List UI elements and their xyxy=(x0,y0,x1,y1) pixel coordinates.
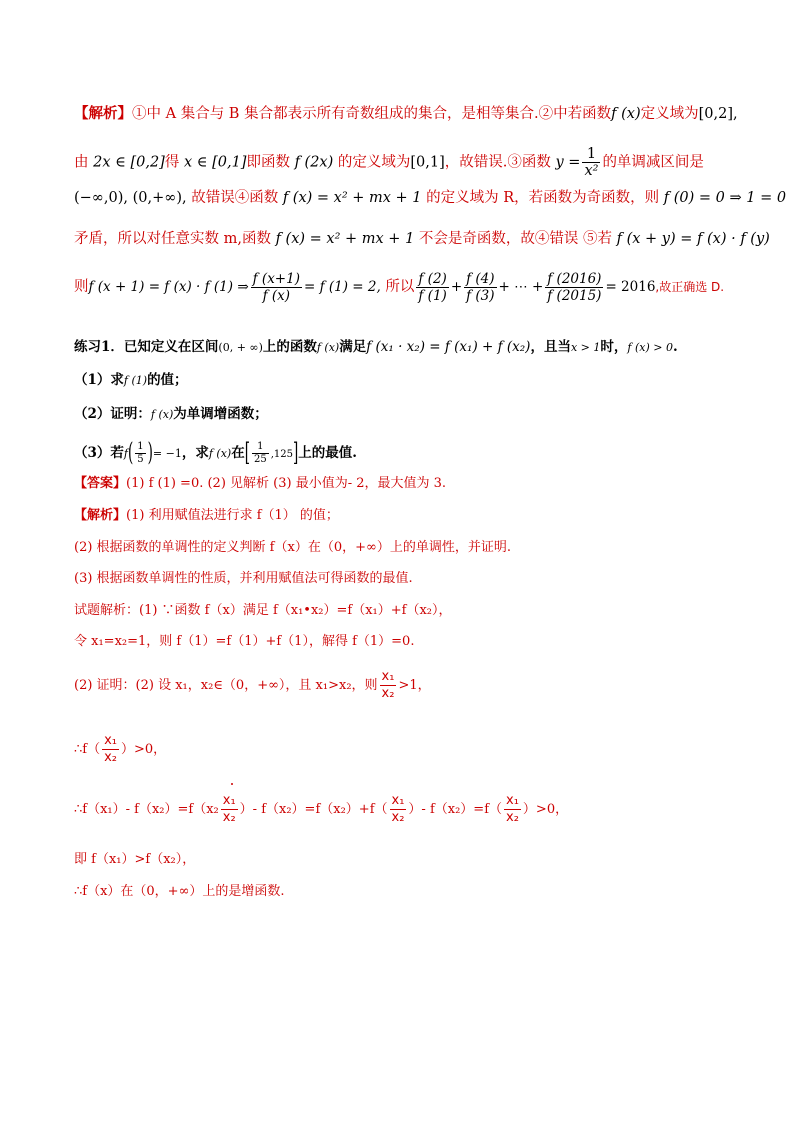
math-expr: 2x ∈ [0,2] xyxy=(93,154,165,171)
math-expr: + ⋯ + xyxy=(498,279,544,295)
math-expr: f (x + 1) = f (x) · f (1) ⇒ xyxy=(88,279,249,295)
solution-line-4 xyxy=(74,732,166,768)
math-expr: f (1) xyxy=(123,374,148,387)
fraction xyxy=(416,271,448,304)
math-expr: = 2016 xyxy=(605,279,656,295)
frac-num: x₁ xyxy=(222,793,236,808)
analysis-text: 的定义域为 xyxy=(337,154,411,171)
solution-text: ∴f（ xyxy=(74,742,101,757)
question-text: （3）若 xyxy=(74,445,124,461)
analysis-line-2 xyxy=(74,146,704,179)
solution-line-1 xyxy=(74,601,452,621)
question-text: ，求 xyxy=(181,445,209,461)
analysis-text: (1) 利用赋值法进行求 f（1） 的值； xyxy=(126,508,339,523)
question-text: （1）求 xyxy=(74,372,124,388)
frac-num: 1 xyxy=(586,146,597,162)
math-expr: (−∞,0), (0,+∞), xyxy=(74,190,187,206)
exercise-text: 上的函数 xyxy=(262,339,317,355)
fraction xyxy=(464,271,496,304)
frac-den: f (2015) xyxy=(547,287,602,304)
analysis2-line-3 xyxy=(74,569,413,589)
analysis-text: 的单调减区间是 xyxy=(602,154,704,171)
solution-text: 试题解析：(1) ∵函数 f（x）满足 f（x₁•x₂）=f（x₁）+f（x₂）， xyxy=(74,603,452,618)
frac-den: x₂ xyxy=(104,750,117,765)
analysis2-line-1 xyxy=(74,506,339,526)
solution-text: ）- f（x₂）=f（x₂）+f（ xyxy=(239,802,388,817)
analysis-text: ①中 A 集合与 B 集合都表示所有奇数组成的集合，是相等集合.②中若函数 xyxy=(132,106,612,122)
solution-text: ）>0， xyxy=(121,742,167,757)
analysis-tag: 【解析】 xyxy=(74,508,127,523)
math-expr: f (x) xyxy=(150,408,174,421)
analysis-text: ,故正确选 D. xyxy=(655,280,725,294)
analysis-text: (2) 根据函数的单调性的定义判断 f（x）在（0，+∞）上的单调性，并证明. xyxy=(74,540,511,555)
question-text: （2）证明： xyxy=(74,406,151,422)
question-text: 上的最值. xyxy=(298,445,357,461)
math-expr: f (x) = x² + mx + 1 xyxy=(275,231,415,247)
fraction xyxy=(221,793,238,826)
answer-tag: 【答案】 xyxy=(74,476,127,491)
analysis-line-3 xyxy=(74,188,786,208)
fraction xyxy=(504,793,521,826)
frac-num: x₁ xyxy=(391,793,405,808)
solution-line-5 xyxy=(74,792,568,828)
analysis-line-5: 则f (x + 1) = f (x) · f (1) ⇒ $\frac{f (x+1)}{f (x)}$ = f (1) = 2, 所以 $\frac{f (2)}{f (1)}$ + $\frac{f (4)}{f (3)}$ + ⋯ + $\frac{f (2016)}{f (2015)}$ = 2016,故正确选 D. xyxy=(74,270,725,304)
analysis-text: 所以 xyxy=(385,279,415,295)
frac-den: x₂ xyxy=(391,810,405,825)
math-expr: [0,1] xyxy=(410,154,445,171)
frac-num: x₁ xyxy=(104,733,117,748)
math-expr: f (0) = 0 ⇒ 1 = 0 xyxy=(663,190,787,206)
analysis-text: 不会是奇函数，故④错误 ⑤若 xyxy=(418,231,613,247)
question-text: 为单调增函数； xyxy=(173,406,268,422)
analysis-tag: 【解析】 xyxy=(74,105,132,122)
exercise-text: ，且当 xyxy=(530,339,571,355)
math-expr: = f (1) = 2, xyxy=(303,279,381,295)
frac-den: f (3) xyxy=(466,287,495,304)
exercise-text: 时， xyxy=(600,339,628,355)
frac-den: f (1) xyxy=(418,287,447,304)
fraction xyxy=(252,441,269,466)
frac-den: x₂ xyxy=(506,810,519,825)
math-expr: f (x) = x² + mx + 1 xyxy=(282,190,422,206)
frac-num: f (x+1) xyxy=(252,270,300,287)
analysis-text: 矛盾，所以对任意实数 m,函数 xyxy=(74,231,271,247)
solution-text: 令 x₁=x₂=1，则 f（1）=f（1）+f（1），解得 f（1）=0. xyxy=(74,634,415,649)
math-expr: x > 1 xyxy=(570,341,601,354)
exercise-text: . xyxy=(672,339,678,355)
question-text: 的值； xyxy=(147,372,188,388)
solution-text: ∴f（x₁）- f（x₂）=f（x₂ xyxy=(74,802,219,817)
analysis-text: 由 xyxy=(74,154,89,171)
math-expr: ,125 xyxy=(270,449,293,460)
question-1 xyxy=(74,370,188,391)
frac-den: f (x) xyxy=(251,287,302,304)
solution-line-6 xyxy=(74,850,195,870)
exercise-title xyxy=(74,337,678,358)
frac-den: 25 xyxy=(254,454,267,465)
math-expr: f (2x) xyxy=(294,154,334,171)
math-expr: f (x₁ · x₂) = f (x₁) + f (x₂) xyxy=(366,339,531,355)
frac-num: x₁ xyxy=(506,793,519,808)
stray-dot xyxy=(231,783,233,785)
solution-text: ）>0， xyxy=(522,802,569,817)
exercise-text: 练习1．已知定义在区间 xyxy=(74,339,219,355)
math-expr: f xyxy=(123,447,128,460)
frac-num: 1 xyxy=(257,441,264,452)
analysis2-line-2 xyxy=(74,538,511,558)
analysis-text: 故错误④函数 xyxy=(191,190,279,206)
analysis-text: 定义域为 xyxy=(640,106,699,122)
analysis-line-1 xyxy=(74,104,738,124)
math-expr: f (x + y) = f (x) · f (y) xyxy=(616,231,770,247)
analysis-text: (3) 根据函数单调性的性质，并利用赋值法可得函数的最值. xyxy=(74,571,413,586)
analysis-text: 即函数 xyxy=(246,154,290,171)
solution-line-7 xyxy=(74,882,285,902)
fraction xyxy=(251,271,302,304)
question-3: （3）若f( $\frac{1}{5}$ )= −1，求f (x)在[ $\frac{1}{25}$ ,125]上的最值. xyxy=(74,437,357,469)
fraction xyxy=(135,441,145,466)
frac-num: 1 xyxy=(137,441,144,452)
math-expr: f (x) xyxy=(208,447,232,460)
frac-den: x₂ xyxy=(222,810,236,825)
question-2 xyxy=(74,404,268,425)
frac-num: f (2) xyxy=(418,270,447,287)
math-expr: f (x) xyxy=(611,106,641,122)
math-expr: y = xyxy=(555,154,581,171)
math-expr: (0, + ∞) xyxy=(218,341,263,354)
fraction xyxy=(545,271,603,304)
solution-line-2 xyxy=(74,632,414,652)
fraction xyxy=(390,793,407,826)
solution-text: >1， xyxy=(398,678,431,693)
fraction xyxy=(102,733,119,766)
frac-num: f (2016) xyxy=(547,270,602,287)
math-expr: f (x) > 0 xyxy=(627,341,673,354)
fraction xyxy=(582,146,600,179)
analysis-text: ，故错误.③函数 xyxy=(444,154,551,171)
analysis-text: 的定义域为 R，若函数为奇函数，则 xyxy=(426,190,660,206)
frac-den: x² xyxy=(584,163,599,179)
frac-num: x₁ xyxy=(381,669,395,684)
math-expr: = −1 xyxy=(152,447,182,460)
math-expr: x ∈ [0,1] xyxy=(183,154,247,171)
solution-line-3 xyxy=(74,668,431,704)
math-expr: f (x) xyxy=(316,341,340,354)
solution-text: ）- f（x₂）=f（ xyxy=(408,802,503,817)
answer-line xyxy=(74,474,446,494)
analysis-text: 则 xyxy=(74,279,89,295)
solution-text: (2) 证明：(2) 设 x₁，x₂∈（0，+∞），且 x₁>x₂，则 xyxy=(74,678,378,693)
exercise-text: 满足 xyxy=(339,339,367,355)
analysis-line-4 xyxy=(74,229,770,249)
answer-text: (1) f (1) =0. (2) 见解析 (3) 最小值为- 2，最大值为 3. xyxy=(126,476,447,491)
question-text: 在 xyxy=(231,445,245,461)
frac-den: 5 xyxy=(137,454,144,465)
fraction xyxy=(380,669,397,702)
solution-text: ∴f（x）在（0，+∞）上的是增函数. xyxy=(74,884,285,899)
solution-text: 即 f（x₁）>f（x₂）， xyxy=(74,852,196,867)
analysis-text: 得 xyxy=(164,154,180,171)
frac-den: x₂ xyxy=(381,686,395,701)
frac-num: f (4) xyxy=(466,270,495,287)
math-expr: [0,2], xyxy=(698,106,738,122)
